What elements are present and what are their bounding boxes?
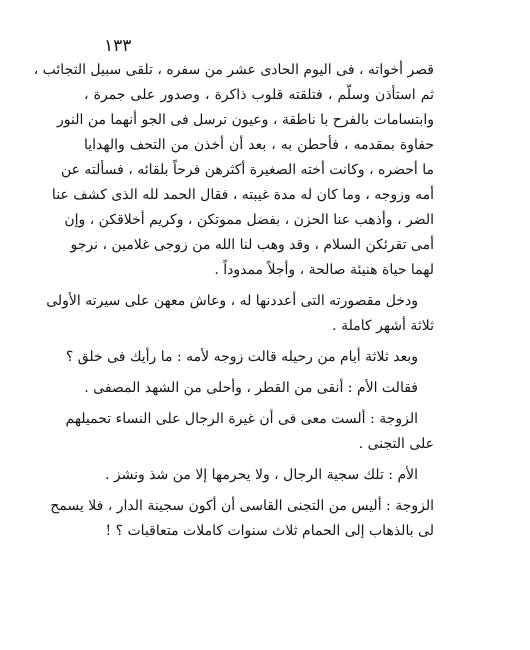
- paragraph: [65, 407, 434, 457]
- paragraph: [84, 376, 434, 401]
- paragraph: [46, 289, 434, 339]
- text-line: على التجنى .: [358, 436, 434, 452]
- text-line: فقالت الأم : أنقى من القطر ، وأحلى من الشهد المصفى .: [84, 380, 418, 396]
- text-line: لهما حياة هنيئة صالحة ، وأجلاً ممدوداً .: [214, 262, 434, 278]
- text-line: حفاوة بمقدمه ، فأحطن به ، بعد أن أخذن من التحف والهدايا: [84, 137, 434, 153]
- paragraph: [84, 463, 434, 488]
- paragraph: [50, 494, 434, 544]
- page-number: ١٣٣: [104, 36, 132, 56]
- text-line: لى بالذهاب إلى الحمام ثلاث سنوات كاملات متعاقبات ؟ !: [105, 523, 434, 539]
- text-line: ودخل مقصورته التى أعددنها له ، وعاش معهن على سيرته الأولى: [46, 293, 418, 309]
- text-line: أمى تقرئكن السلام ، وقد وهب لنا الله من زوجى غلامين ، نرجو: [70, 237, 434, 253]
- text-line: ما أحضره ، وكانت أخته الصغيرة أكثرهن فرحاً بلقائه ، فسألته عن: [60, 162, 434, 178]
- paragraph: [33, 58, 434, 283]
- text-line: الأم : تلك سجية الرجال ، ولا يحرمها إلا من شذ ونشز .: [104, 467, 418, 483]
- page-body-text: [33, 58, 434, 544]
- text-line: ثلاثة أشهر كاملة .: [332, 318, 434, 334]
- text-line: الضر ، وأذهب عنا الحزن ، بفضل مموتكن ، وكريم أخلاقكن ، وإن: [64, 212, 434, 228]
- text-line: أمه وزوجه ، وما كان له مدة غيبته ، فقال الحمد لله الذى كشف عنا: [51, 187, 434, 203]
- text-line: وبعد ثلاثة أيام من رحيله قالت زوجه لأمه : ما رأيك فى خلق ؟: [65, 349, 418, 365]
- text-line: ثم استأذن وسلّم ، فتلقته قلوب ذاكرة ، وصدور على جمرة ،: [84, 87, 434, 103]
- paragraph: [65, 345, 434, 370]
- text-line: الزوجة : أليس من التجنى القاسى أن أكون سجينة الدار ، فلا يسمح: [50, 498, 434, 514]
- text-line: وابتسامات بالفرح با ناطقة ، وعيون ترسل فى الجو أنهما من النور: [57, 112, 434, 128]
- text-line: الزوجة : ألست معى فى أن غيرة الرجال على النساء تحميلهم: [65, 411, 418, 427]
- text-line: قصر أخواته ، فى اليوم الحادى عشر من سفره ، تلقى سبيل التجائب ،: [33, 62, 434, 78]
